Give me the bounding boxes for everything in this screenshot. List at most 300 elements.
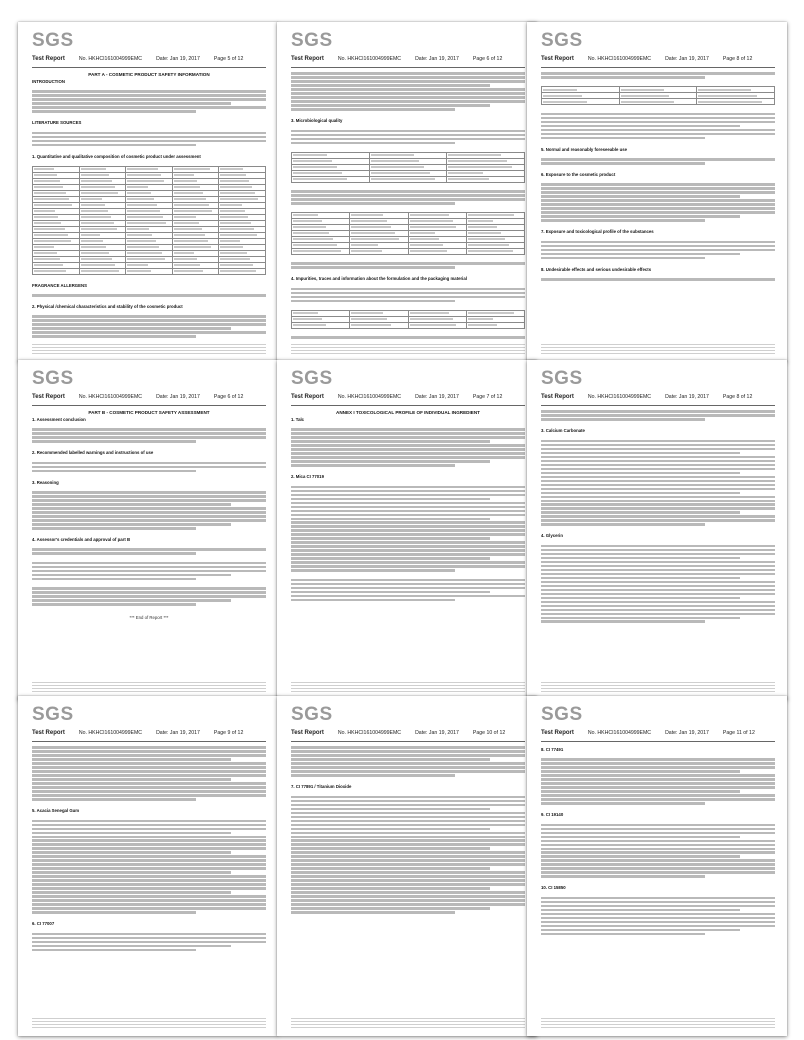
text-line [291,432,525,435]
cell-text [127,210,160,212]
spacer [541,273,775,277]
footer-line [291,1018,525,1020]
text-line [291,766,525,769]
text-line [541,253,740,256]
report-number: No. HKHCI161004999EMC [587,730,652,736]
report-header [32,730,266,739]
text-paragraph [291,336,525,339]
table-cell [172,268,219,274]
text-line [32,94,266,97]
cell-text [468,312,514,314]
text-line [32,883,266,886]
report-number: No. HKHCI161004999EMC [78,394,143,400]
spacer [32,582,266,586]
spacer [291,270,525,274]
cell-text [293,226,326,228]
text-line [32,786,266,789]
cell-text [410,324,457,326]
page-number: Page 9 of 12 [213,730,244,736]
header-rule [32,405,266,406]
page-number: Page 6 of 12 [213,394,244,400]
report-number: No. HKHCI161004999EMC [587,56,652,62]
table-row [542,99,775,105]
page-footer [291,1016,525,1030]
cell-text [468,220,493,222]
subsection-heading: LITERATURE SOURCES [32,120,82,126]
cell-text [293,250,341,252]
text-line [291,903,525,906]
sgs-logo: SGS [291,704,333,725]
text-paragraph [32,428,266,443]
cell-text [127,168,158,170]
text-line [291,460,490,463]
text-line [541,414,775,417]
footer-line [541,1021,775,1023]
text-line [291,529,525,532]
footer-line [541,1027,775,1029]
text-paragraph [541,897,775,935]
cell-text [174,198,206,200]
cell-text [293,238,333,240]
cell-text [34,228,65,230]
cell-text [448,178,488,180]
footer-line [32,682,266,684]
cell-text [81,246,107,248]
cell-text [81,252,110,254]
text-line [541,581,775,584]
sgs-logo: SGS [541,30,583,51]
cell-text [351,318,387,320]
cell-text [34,240,71,242]
subsection-heading: 2. Mica CI 77019 [291,474,324,480]
text-line [541,589,775,592]
text-line [541,488,775,491]
text-line [541,133,775,136]
text-line [541,620,705,623]
cell-text [220,174,246,176]
table-cell [350,248,408,254]
spacer [291,112,525,116]
text-line [291,808,490,811]
document-page[interactable] [527,22,787,362]
table-cell [408,322,466,328]
report-header [32,394,266,403]
spacer [32,298,266,302]
footer-line [541,685,775,687]
spacer [32,607,266,611]
text-line [541,444,775,447]
text-line [291,832,525,835]
cell-text [34,234,68,236]
footer-line [32,691,266,693]
cell-text [621,95,670,97]
text-line [291,464,455,467]
page-footer [541,1016,775,1030]
text-line [32,790,266,793]
text-line [32,102,231,105]
text-line [32,110,196,113]
page-number: Page 8 of 12 [722,56,753,62]
text-line [541,121,775,124]
report-label: Test Report [541,56,574,62]
document-page[interactable] [18,696,278,1036]
spacer [32,423,266,427]
spacer [291,915,525,919]
text-line [541,836,740,839]
cell-text [468,232,501,234]
cell-text [220,234,257,236]
table-cell [126,268,173,274]
page-footer [32,342,266,356]
text-line [541,840,775,843]
text-paragraph [32,933,266,952]
document-page[interactable] [18,360,278,700]
text-line [32,766,266,769]
cell-text [81,258,113,260]
spacer [291,790,525,794]
text-line [541,802,705,805]
cell-text [81,186,115,188]
cell-text [220,228,254,230]
text-line [32,319,266,322]
report-header [541,394,775,403]
cell-text [127,234,152,236]
text-line [32,937,266,940]
text-line [541,410,775,413]
table-cell [408,248,466,254]
cell-text [410,232,436,234]
text-line [291,194,525,197]
text-paragraph [32,491,266,529]
text-line [541,468,775,471]
text-line [32,778,231,781]
sgs-logo: SGS [291,368,333,389]
footer-line [541,1024,775,1026]
page-footer [541,680,775,694]
table-cell [292,322,350,328]
cell-text [293,178,347,180]
document-page[interactable] [277,696,537,1036]
text-line [291,895,525,898]
footer-line [32,685,266,687]
spacer [291,206,525,210]
spacer [291,603,525,607]
text-line [541,472,740,475]
text-line [541,496,775,499]
cell-text [174,186,200,188]
text-line [32,746,266,749]
text-line [32,863,266,866]
cell-text [81,204,105,206]
page-body [541,71,775,338]
document-page[interactable] [527,696,787,1036]
text-line [541,460,775,463]
text-line [291,266,455,269]
cell-text [127,192,151,194]
text-paragraph [32,562,266,581]
table-cell [369,176,447,182]
text-line [541,464,775,467]
cell-text [371,172,430,174]
text-line [32,867,266,870]
text-line [541,199,775,202]
table-cell [447,176,525,182]
cell-text [174,234,205,236]
text-line [541,545,775,548]
text-line [291,142,455,145]
report-header [32,56,266,65]
cell-text [34,180,60,182]
spacer [291,778,525,782]
text-line [291,84,490,87]
document-page[interactable] [277,22,537,362]
cell-text [293,324,326,326]
text-paragraph [32,548,266,555]
header-rule [291,741,525,742]
spacer [32,85,266,89]
text-line [541,125,740,128]
cell-text [220,222,251,224]
text-line [291,518,490,521]
subsection-heading: 7. Exposure and toxicological profile of the substances [541,229,654,235]
text-line [541,848,775,851]
spacer [541,879,775,883]
text-line [541,183,775,186]
text-line [541,601,775,604]
footer-line [291,1021,525,1023]
report-label: Test Report [291,56,324,62]
document-page[interactable] [277,360,537,700]
spacer [32,624,266,628]
spacer [32,148,266,152]
cell-text [351,324,391,326]
text-line [291,820,525,823]
text-line [291,879,525,882]
text-line [32,440,196,443]
text-line [541,452,740,455]
cell-text [220,198,258,200]
text-paragraph [291,486,525,572]
document-page[interactable] [527,360,787,700]
text-line [32,527,196,530]
page-body [291,71,525,338]
cell-text [81,234,101,236]
cell-text [448,160,506,162]
cell-text [34,264,63,266]
text-line [541,215,740,218]
text-line [541,418,705,421]
subsection-heading: 8. CI 77491 [541,747,564,752]
text-line [32,824,266,827]
report-date: Date: Jan 19, 2017 [156,394,200,400]
cell-text [34,216,58,218]
page-number: Page 7 of 12 [472,394,503,400]
text-paragraph [541,545,775,623]
spacer [32,456,266,460]
cell-text [174,246,211,248]
report-date: Date: Jan 19, 2017 [415,394,459,400]
cell-text [127,240,155,242]
section-heading: PART A - COSMETIC PRODUCT SAFETY INFORMATION [88,72,210,77]
end-of-report: *** End of Report *** [129,614,169,620]
cell-text [293,172,342,174]
spacer [291,331,525,335]
spacer [541,261,775,265]
cell-text [174,222,199,224]
cell-text [351,238,399,240]
cell-text [174,168,211,170]
text-line [291,816,525,819]
table-cell [466,322,524,328]
text-line [291,502,525,505]
cell-text [293,232,329,234]
report-header [291,394,525,403]
sgs-logo: SGS [541,704,583,725]
page-body [541,409,775,676]
text-paragraph [541,278,775,281]
text-line [541,778,775,781]
footer-line [291,685,525,687]
report-header [541,56,775,65]
report-date: Date: Jan 19, 2017 [415,56,459,62]
cell-text [543,89,577,91]
text-line [291,440,490,443]
cell-text [293,220,322,222]
cell-text [174,174,194,176]
text-line [32,552,196,555]
text-line [291,839,525,842]
text-line [291,537,490,540]
cell-text [220,180,249,182]
text-line [291,296,525,299]
table-cell [350,322,408,328]
cell-text [81,198,102,200]
cell-text [174,210,212,212]
spacer [291,304,525,308]
text-line [291,490,525,493]
cell-text [410,226,457,228]
sgs-logo: SGS [32,704,74,725]
text-line [291,198,525,201]
text-line [291,911,455,914]
text-line [291,300,455,303]
subsection-heading: 6. CI 77007 [32,921,55,927]
spacer [32,543,266,547]
text-line [291,510,525,513]
text-line [541,207,775,210]
text-line [32,879,266,882]
text-line [291,847,490,850]
document-page[interactable] [18,22,278,362]
footer-line [32,1027,266,1029]
text-paragraph [32,294,266,297]
data-table [291,152,525,183]
text-line [32,933,266,936]
cell-text [543,101,587,103]
footer-line [291,1027,525,1029]
cell-text [351,226,391,228]
text-line [291,887,490,890]
text-paragraph [541,440,775,526]
spacer [32,289,266,293]
text-line [541,597,740,600]
cell-text [220,252,246,254]
spacer [541,434,775,438]
text-paragraph [291,579,525,602]
report-label: Test Report [291,730,324,736]
table-cell [33,268,80,274]
cell-text [81,270,119,272]
text-line [32,945,231,948]
text-line [291,104,490,107]
text-line [32,836,266,839]
text-line [291,262,525,265]
text-line [291,553,525,556]
text-line [32,466,266,469]
table-cell [619,99,697,105]
text-line [541,484,775,487]
text-line [541,503,775,506]
text-line [32,762,266,765]
text-paragraph [541,158,775,165]
text-line [541,476,775,479]
footer-line [32,347,266,349]
spacer [541,141,775,145]
text-line [541,519,775,522]
cell-text [34,258,60,260]
report-date: Date: Jan 19, 2017 [665,56,709,62]
section-heading: PART B - COSMETIC PRODUCT SAFETY ASSESSMENT [88,410,210,415]
text-line [32,603,196,606]
cell-text [468,214,514,216]
text-line [32,782,266,785]
cell-text [293,154,327,156]
report-date: Date: Jan 19, 2017 [156,56,200,62]
spacer [541,753,775,757]
page-number: Page 11 of 12 [722,730,755,736]
cell-text [293,166,337,168]
subsection-heading: INTRODUCTION [32,79,65,84]
text-line [32,132,266,135]
cell-text [220,258,249,260]
subsection-heading: 1. Talc [291,417,305,422]
text-paragraph [291,262,525,269]
cell-text [351,244,378,246]
data-table [32,166,266,275]
text-line [32,519,266,522]
page-footer [32,680,266,694]
text-line [32,859,266,862]
text-line [541,565,775,568]
header-rule [32,67,266,68]
footer-line [32,350,266,352]
text-line [541,440,775,443]
footer-line [541,344,775,346]
report-date: Date: Jan 19, 2017 [665,394,709,400]
text-line [291,851,525,854]
spacer [541,107,775,111]
cell-text [410,250,448,252]
text-line [541,798,775,801]
cell-text [81,210,108,212]
table-cell [466,248,524,254]
text-line [32,843,266,846]
text-line [541,249,775,252]
spacer [32,474,266,478]
text-line [32,828,266,831]
text-line [291,855,525,858]
text-line [291,533,525,536]
